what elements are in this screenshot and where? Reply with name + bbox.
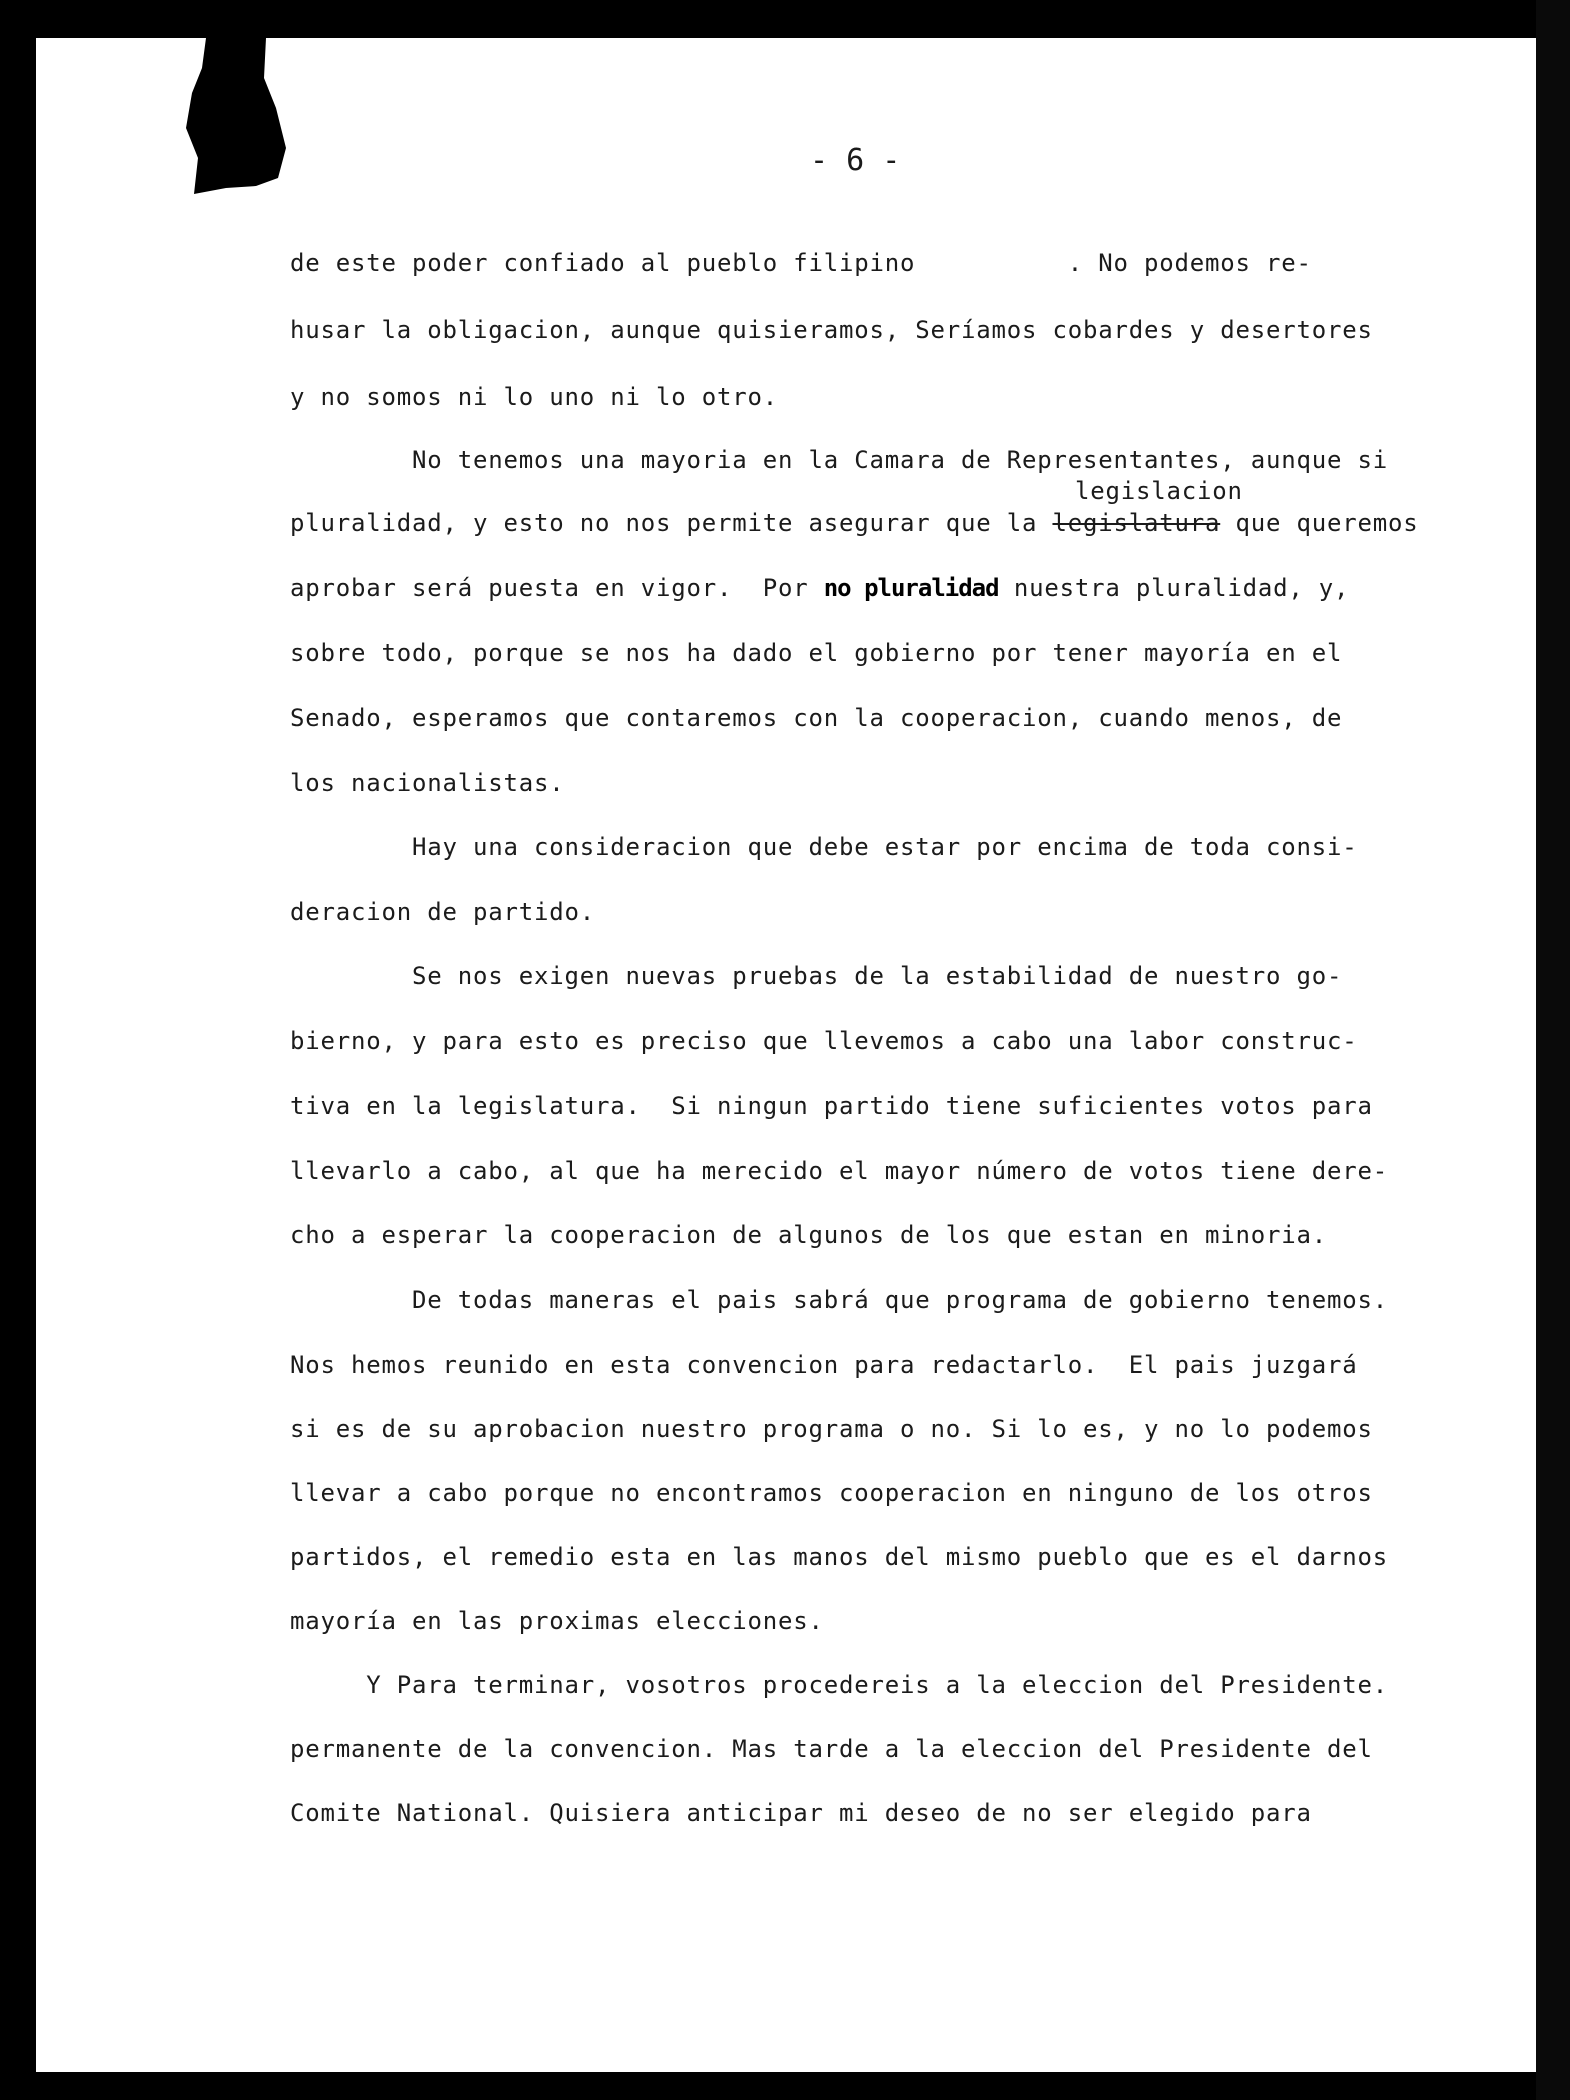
page-number: - 6 - xyxy=(810,143,901,178)
text-line-8: Senado, esperamos que contaremos con la cooperacion, cuando menos, de xyxy=(290,704,1343,732)
text-line-15: llevarlo a cabo, al que ha merecido el mayor número de votos tiene dere- xyxy=(290,1157,1388,1185)
struck-word: legislatura xyxy=(1052,509,1221,537)
text-line-16: cho a esperar la cooperacion de algunos de los que estan en minoria. xyxy=(290,1221,1327,1249)
text-line-2: husar la obligacion, aunque quisieramos, Seríamos cobardes y desertores xyxy=(290,316,1373,344)
text-line-21: partidos, el remedio esta en las manos del mismo pueblo que es el darnos xyxy=(290,1543,1388,1571)
text-line-22: mayoría en las proximas elecciones. xyxy=(290,1607,824,1635)
text-line-6 xyxy=(290,573,1349,603)
text-line-20: llevar a cabo porque no encontramos cooperacion en ninguno de los otros xyxy=(290,1479,1373,1507)
text-segment: aprobar será puesta en vigor. Por xyxy=(290,574,824,602)
text-line-4: No tenemos una mayoria en la Camara de Representantes, aunque si xyxy=(290,446,1388,474)
text-segment: que queremos xyxy=(1220,509,1419,537)
text-line-11: deracion de partido. xyxy=(290,898,595,926)
overtyped-word: no pluralidad xyxy=(823,574,999,602)
scan-border xyxy=(1536,0,1570,2100)
text-line-9: los nacionalistas. xyxy=(290,769,565,797)
interlinear-correction: legislacion xyxy=(1075,477,1243,505)
text-line-18: Nos hemos reunido en esta convencion para redactarlo. El pais juzgará xyxy=(290,1351,1358,1379)
text-line-19: si es de su aprobacion nuestro programa o no. Si lo es, y no lo podemos xyxy=(290,1415,1373,1443)
text-line-3: y no somos ni lo uno ni lo otro. xyxy=(290,383,778,411)
text-line-5 xyxy=(290,508,1418,538)
text-line-1: de este poder confiado al pueblo filipino . No podemos re- xyxy=(290,249,1312,277)
torn-corner xyxy=(186,38,286,194)
text-segment: nuestra pluralidad, y, xyxy=(998,574,1350,602)
text-line-25: Comite National. Quisiera anticipar mi deseo de no ser elegido para xyxy=(290,1799,1312,1827)
text-line-17: De todas maneras el pais sabrá que programa de gobierno tenemos. xyxy=(290,1286,1388,1314)
text-line-23: Y Para terminar, vosotros procedereis a la eleccion del Presidente. xyxy=(290,1671,1388,1699)
text-line-12: Se nos exigen nuevas pruebas de la estabilidad de nuestro go- xyxy=(290,962,1343,990)
text-line-24: permanente de la convencion. Mas tarde a la eleccion del Presidente del xyxy=(290,1735,1373,1763)
text-line-14: tiva en la legislatura. Si ningun partido tiene suficientes votos para xyxy=(290,1092,1373,1120)
text-line-7: sobre todo, porque se nos ha dado el gobierno por tener mayoría en el xyxy=(290,639,1343,667)
text-segment: pluralidad, y esto no nos permite asegurar que la xyxy=(290,509,1053,537)
text-line-13: bierno, y para esto es preciso que llevemos a cabo una labor construc- xyxy=(290,1027,1358,1055)
text-line-10: Hay una consideracion que debe estar por encima de toda consi- xyxy=(290,833,1358,861)
